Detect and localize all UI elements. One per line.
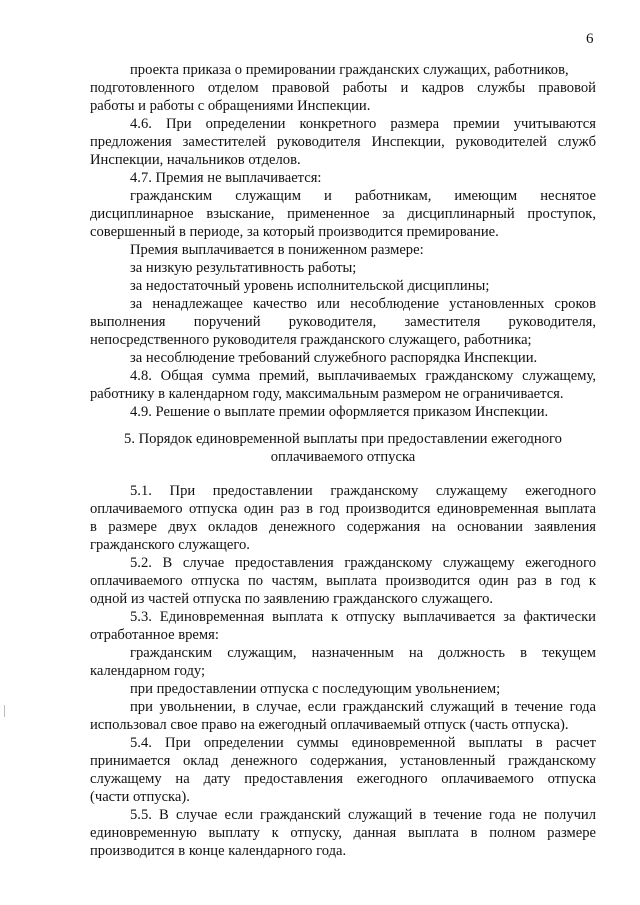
margin-mark (4, 705, 5, 717)
text-line: календарном году; (90, 663, 206, 679)
text-line: работнику в календарном году, максимальным размером не ограничивается. (90, 386, 564, 402)
text-line: 5.2. В случае предоставления гражданскому служащему ежегодного (130, 555, 596, 571)
text-line: использовал свое право на ежегодный оплачиваемый отпуск (часть отпуска). (90, 717, 569, 733)
section-heading: 5. Порядок единовременной выплаты при предоставлении ежегодного (124, 431, 562, 447)
text-line: проекта приказа о премировании гражданских служащих, работников, (130, 62, 569, 78)
text-line: (части отпуска). (90, 789, 190, 805)
text-line: 4.7. Премия не выплачивается: (130, 170, 322, 186)
text-line: принимается оклад денежного содержания, установленный гражданскому (90, 753, 596, 769)
text-line: за недостаточный уровень исполнительской дисциплины; (130, 278, 490, 294)
page-number: 6 (586, 31, 594, 47)
text-line: одной из частей отпуска по заявлению гражданского служащего. (90, 591, 494, 607)
text-line: при увольнении, в случае, если гражданский служащий в течение года (130, 699, 596, 715)
text-line: за несоблюдение требований служебного распорядка Инспекции. (130, 350, 538, 366)
text-line: производится в конце календарного года. (90, 843, 347, 859)
text-line: Премия выплачивается в пониженном размере: (130, 242, 424, 258)
text-line: 4.8. Общая сумма премий, выплачиваемых гражданскому служащему, (130, 368, 596, 384)
text-line: выполнения поручений руководителя, заместителя руководителя, (90, 314, 596, 330)
section-heading: оплачиваемого отпуска (270, 449, 416, 465)
text-line: 4.9. Решение о выплате премии оформляется приказом Инспекции. (130, 404, 549, 420)
text-line: гражданским служащим и работникам, имеющим неснятое (130, 188, 596, 204)
text-line: дисциплинарное взыскание, примененное за дисциплинарный проступок, (90, 206, 596, 222)
text-line: 4.6. При определении конкретного размера премии учитываются (130, 116, 596, 132)
text-line: служащему на дату предоставления ежегодного оплачиваемого отпуска (90, 771, 596, 787)
text-line: оплачиваемого отпуска один раз в год производится единовременная выплата (90, 501, 596, 517)
text-line: 5.1. При предоставлении гражданскому служащему ежегодного (130, 483, 596, 499)
text-line: 5.4. При определении суммы единовременной выплаты в расчет (130, 735, 596, 751)
text-line: совершенный в периоде, за который производится премирование. (90, 224, 499, 240)
text-line: предложения заместителей руководителя Инспекции, руководителей служб (90, 134, 596, 150)
text-line: в размере двух окладов денежного содержания на основании заявления (90, 519, 596, 535)
text-line: гражданским служащим, назначенным на должность в текущем (130, 645, 596, 661)
text-line: 5.5. В случае если гражданский служащий в течение года не получил (130, 807, 596, 823)
text-line: отработанное время: (90, 627, 219, 643)
text-line: непосредственного руководителя гражданского служащего, работника; (90, 332, 532, 348)
text-line: единовременную выплату к отпуску, данная выплата в полном размере (90, 825, 596, 841)
text-line: подготовленного отделом правовой работы и кадров службы правовой (90, 80, 596, 96)
text-line: Инспекции, начальников отделов. (90, 152, 301, 168)
text-line: работы и работы с обращениями Инспекции. (90, 98, 371, 114)
text-line: за ненадлежащее качество или несоблюдение установленных сроков (130, 296, 596, 312)
text-line: гражданского служащего. (90, 537, 250, 553)
text-line: при предоставлении отпуска с последующим увольнением; (130, 681, 501, 697)
text-line: за низкую результативность работы; (130, 260, 357, 276)
text-line: 5.3. Единовременная выплата к отпуску выплачивается за фактически (130, 609, 596, 625)
text-line: оплачиваемого отпуска по частям, выплата производится один раз в год к (90, 573, 596, 589)
